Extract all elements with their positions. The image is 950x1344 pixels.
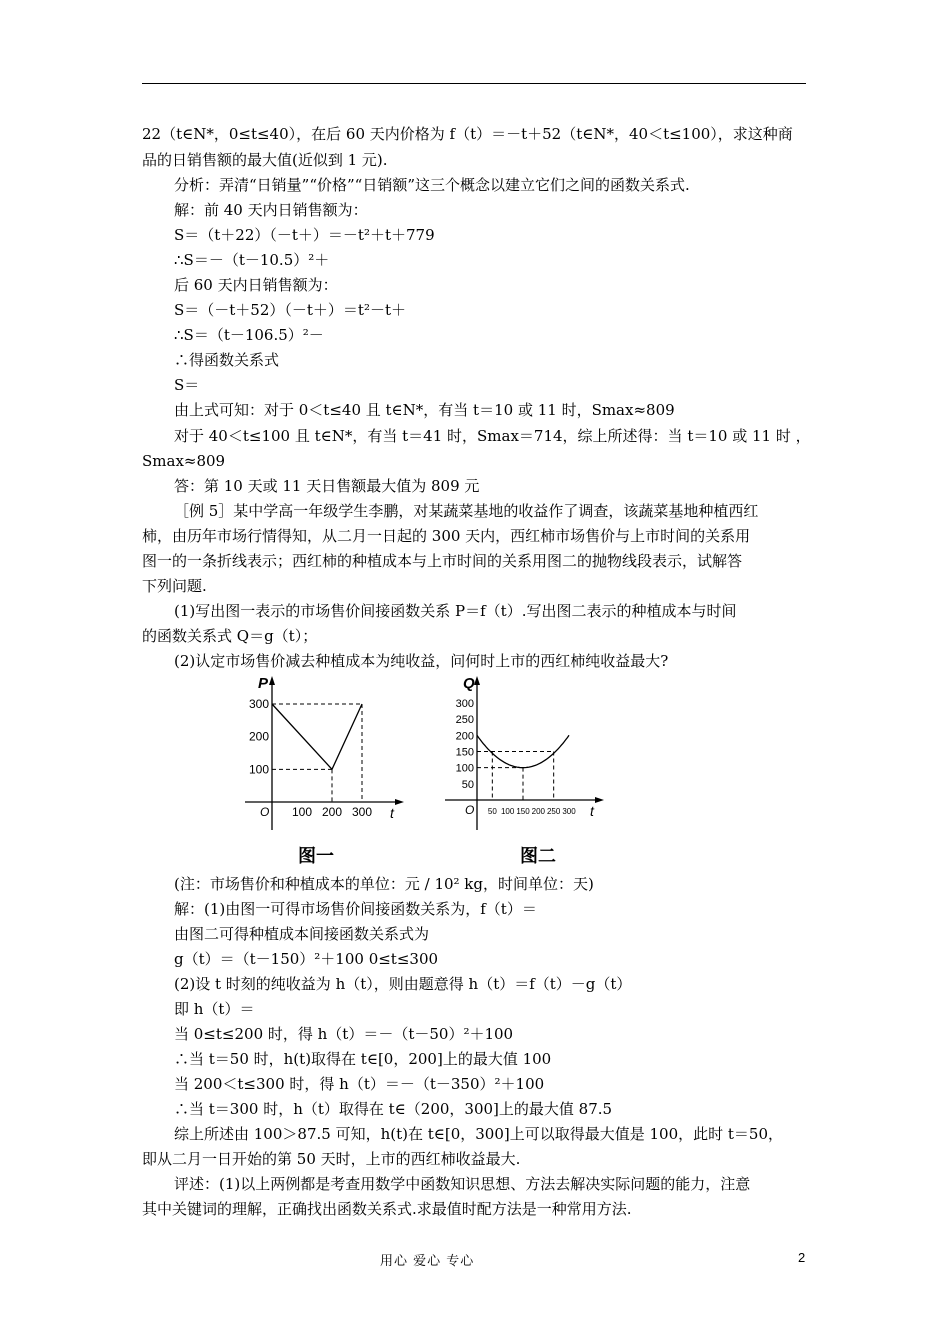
text-line-16: ［例 5］某中学高一年级学生李鹏，对某蔬菜基地的收益作了调查，该蔬菜基地种植西红	[174, 502, 759, 520]
text-line-7: 后 60 天内日销售额为：	[174, 276, 338, 294]
text-line-4: 解：前 40 天内日销售额为：	[174, 201, 368, 219]
text-line-15: 答：第 10 天或 11 天日售额最大值为 809 元	[174, 477, 480, 495]
y-tick-label: 250	[455, 714, 474, 727]
x-axis-arrow	[395, 799, 404, 805]
text-line-33: 综上所述由 100＞87.5 可知，h(t)在 t∈[0，300]上可以取得最大值是 100，此时 t＝50，	[174, 1125, 784, 1143]
x-axis-arrow	[595, 797, 604, 803]
y-tick-label: 200	[248, 729, 269, 744]
series-line	[272, 704, 362, 769]
text-line-3: 分析：弄清“日销量”“价格”“日销额”这三个概念以建立它们之间的函数关系式.	[174, 176, 690, 194]
text-line-1: 22（t∈N*，0≤t≤40），在后 60 天内价格为 f（t）＝－t＋52（t∈N*，40＜t≤100），求这种商	[142, 125, 793, 143]
text-line-13: 对于 40＜t≤100 且 t∈N*，有当 t＝41 时，Smax＝714，综上所述得：当 t＝10 或 11 时 ，	[174, 427, 811, 445]
text-line-34: 即从二月一日开始的第 50 天时，上市的西红柿收益最大.	[142, 1150, 521, 1168]
page-number: 2	[798, 1250, 806, 1265]
figure-1-chart	[240, 670, 410, 840]
x-tick-label: 300	[351, 805, 373, 819]
text-line-8: S＝（－t＋52）（－t＋）＝t²－t＋	[174, 301, 406, 319]
x-tick-label: 200	[531, 807, 546, 816]
text-line-30: ∴当 t＝50 时，h(t)取得在 t∈[0，200]上的最大值 100	[174, 1050, 552, 1068]
x-tick-label: 100	[500, 807, 515, 816]
y-tick-label: 100	[248, 762, 269, 777]
text-line-17: 柿，由历年市场行情得知，从二月一日起的 300 天内，西红柿市场售价与上市时间的关系用	[142, 527, 751, 545]
text-line-2: 品的日销售额的最大值(近似到 1 元).	[142, 151, 388, 169]
x-tick-label: 200	[321, 805, 343, 819]
y-tick-label: 300	[248, 697, 269, 711]
text-line-28: 即 h（t）＝	[174, 1000, 255, 1018]
text-line-23: (注：市场售价和种植成本的单位：元 / 10² kg，时间单位：天)	[174, 875, 594, 893]
origin-label: O	[260, 805, 270, 819]
text-line-21: 的函数关系式 Q＝g（t）；	[142, 627, 318, 645]
text-line-6: ∴S＝－（t－10.5）²＋	[174, 251, 330, 269]
footer-motto: 用心 爱心 专心	[380, 1254, 475, 1269]
text-line-29: 当 0≤t≤200 时，得 h（t）＝－（t－50）²＋100	[174, 1025, 514, 1043]
y-tick-label: 100	[455, 762, 474, 775]
text-line-5: S＝（t＋22）（－t＋）＝－t²＋t＋779	[174, 226, 435, 244]
y-axis-arrow	[474, 676, 480, 685]
text-line-10: ∴得函数关系式	[174, 351, 280, 369]
text-line-12: 由上式可知：对于 0＜t≤40 且 t∈N*，有当 t＝10 或 11 时，Smax≈809	[174, 401, 675, 419]
x-axis-label: t	[590, 803, 594, 819]
y-axis-label: Q	[463, 675, 475, 692]
text-line-19: 下列问题.	[142, 577, 207, 595]
text-line-27: (2)设 t 时刻的纯收益为 h（t），则由题意得 h（t）＝f（t）－g（t）	[174, 975, 632, 993]
text-line-35: 评述：(1)以上两例都是考查用数学中函数知识思想、方法去解决实际问题的能力，注意	[174, 1175, 751, 1193]
figure-2-chart	[440, 670, 610, 840]
text-line-14: Smax≈809	[142, 452, 226, 470]
x-tick-label: 100	[291, 805, 313, 819]
figure-1-caption: 图一	[298, 846, 334, 867]
y-tick-label: 150	[455, 746, 474, 759]
x-tick-label: 50	[487, 807, 497, 816]
text-line-31: 当 200＜t≤300 时，得 h（t）＝－（t－350）²＋100	[174, 1075, 545, 1093]
text-line-18: 图一的一条折线表示；西红柿的种植成本与上市时间的关系用图二的抛物线段表示，试解答	[142, 552, 743, 570]
text-line-22: (2)认定市场售价减去种植成本为纯收益，问何时上市的西红柿纯收益最大?	[174, 652, 669, 670]
header-rule	[142, 83, 806, 84]
origin-label: O	[465, 803, 475, 817]
y-tick-label: 200	[455, 730, 474, 743]
text-line-36: 其中关键词的理解，正确找出函数关系式.求最值时配方法是一种常用方法.	[142, 1200, 632, 1218]
y-tick-label: 50	[461, 778, 474, 791]
text-line-25: 由图二可得种植成本间接函数关系式为	[174, 925, 430, 943]
text-line-9: ∴S＝（t－106.5）²－	[174, 326, 324, 344]
x-tick-label: 250	[546, 807, 561, 816]
y-axis-arrow	[269, 676, 275, 685]
text-line-32: ∴当 t＝300 时，h（t）取得在 t∈（200，300]上的最大值 87.5	[174, 1100, 613, 1118]
x-axis-label: t	[390, 805, 394, 821]
y-tick-label: 300	[455, 698, 474, 710]
figure-2-caption: 图二	[520, 846, 556, 867]
x-tick-label: 150	[516, 807, 530, 816]
text-line-11: S＝	[174, 376, 200, 394]
x-tick-label: 300	[562, 807, 576, 816]
y-axis-label: P	[258, 675, 269, 692]
text-line-20: (1)写出图一表示的市场售价间接函数关系 P＝f（t）.写出图二表示的种植成本与时间	[174, 602, 737, 620]
text-line-26: g（t）＝（t－150）²＋100 0≤t≤300	[174, 950, 439, 968]
text-line-24: 解：(1)由图一可得市场售价间接函数关系为，f（t）＝	[174, 900, 537, 918]
